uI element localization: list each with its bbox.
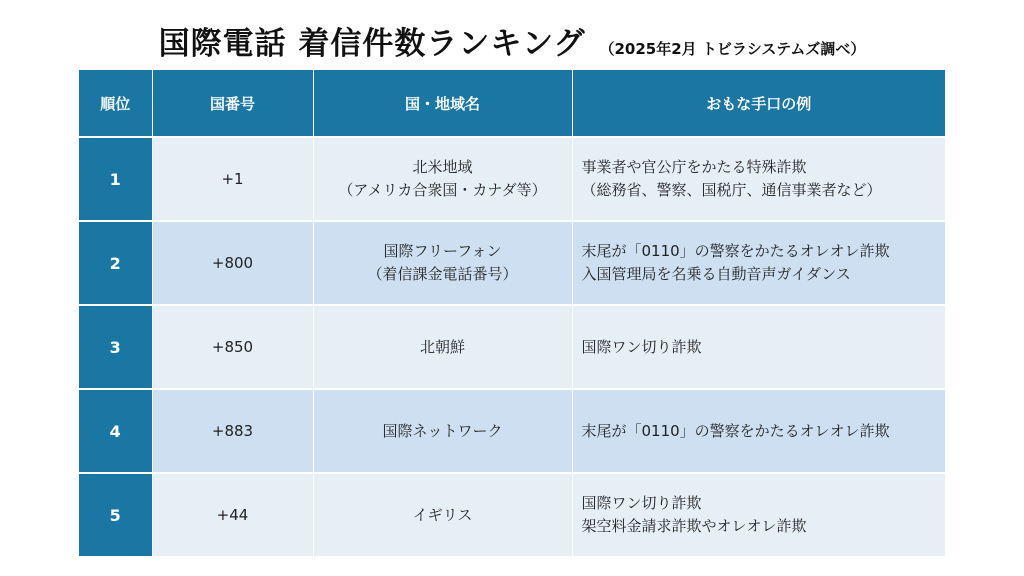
- method-line: 架空料金請求詐欺やオレオレ詐欺: [581, 517, 807, 535]
- header-method: おもな手口の例: [572, 70, 945, 137]
- country-name-cell: [313, 305, 572, 389]
- page-title: 国際電話 着信件数ランキング: [158, 26, 586, 62]
- table-row: [79, 137, 945, 221]
- country-code-cell: +44: [152, 473, 313, 556]
- country-name-line: 北米地域: [412, 158, 473, 176]
- country-code-cell: +800: [152, 221, 313, 305]
- country-name-cell: [313, 473, 572, 556]
- method-cell: [572, 389, 945, 473]
- country-name-cell: [313, 137, 572, 221]
- country-name-line: 北朝鮮: [419, 337, 465, 356]
- rank-cell: 3: [79, 305, 152, 389]
- method-cell: [572, 473, 945, 556]
- method-line: 国際ワン切り詐欺: [581, 494, 702, 512]
- method-cell: [572, 305, 945, 389]
- table-row: [79, 221, 945, 305]
- country-code-cell: +883: [152, 389, 313, 473]
- header-country-name: 国・地域名: [313, 70, 572, 137]
- country-name-line: イギリス: [412, 505, 473, 524]
- table-header-row: [79, 70, 945, 137]
- table-row: [79, 389, 945, 473]
- rank-cell: 2: [79, 221, 152, 305]
- rank-cell: 5: [79, 473, 152, 556]
- method-line: （総務省、警察、国税庁、通信事業者など）: [581, 181, 882, 199]
- country-name-cell: [313, 221, 572, 305]
- header-rank: 順位: [79, 70, 152, 137]
- table-row: [79, 305, 945, 389]
- ranking-table: [79, 70, 945, 556]
- page-subtitle: （2025年2月 トビラシステムズ調べ）: [599, 40, 866, 58]
- header-country-code: 国番号: [152, 70, 313, 137]
- method-line: 入国管理局を名乗る自動音声ガイダンス: [581, 265, 851, 283]
- country-code-cell: +1: [152, 137, 313, 221]
- rank-cell: 1: [79, 137, 152, 221]
- table-row: [79, 473, 945, 556]
- method-line: 末尾が「0110」の警察をかたるオレオレ詐欺: [581, 421, 890, 440]
- country-name-note: （着信課金電話番号）: [367, 265, 518, 283]
- country-name-note: （アメリカ合衆国・カナダ等）: [338, 181, 547, 199]
- title-row: [0, 18, 1024, 66]
- rank-cell: 4: [79, 389, 152, 473]
- method-cell: [572, 221, 945, 305]
- method-line: 国際ワン切り詐欺: [581, 337, 702, 356]
- country-name-line: 国際ネットワーク: [382, 421, 503, 440]
- method-line: 末尾が「0110」の警察をかたるオレオレ詐欺: [581, 242, 890, 260]
- country-name-line: 国際フリーフォン: [383, 242, 502, 260]
- country-name-cell: [313, 389, 572, 473]
- method-line: 事業者や官公庁をかたる特殊詐欺: [581, 158, 807, 176]
- country-code-cell: +850: [152, 305, 313, 389]
- method-cell: [572, 137, 945, 221]
